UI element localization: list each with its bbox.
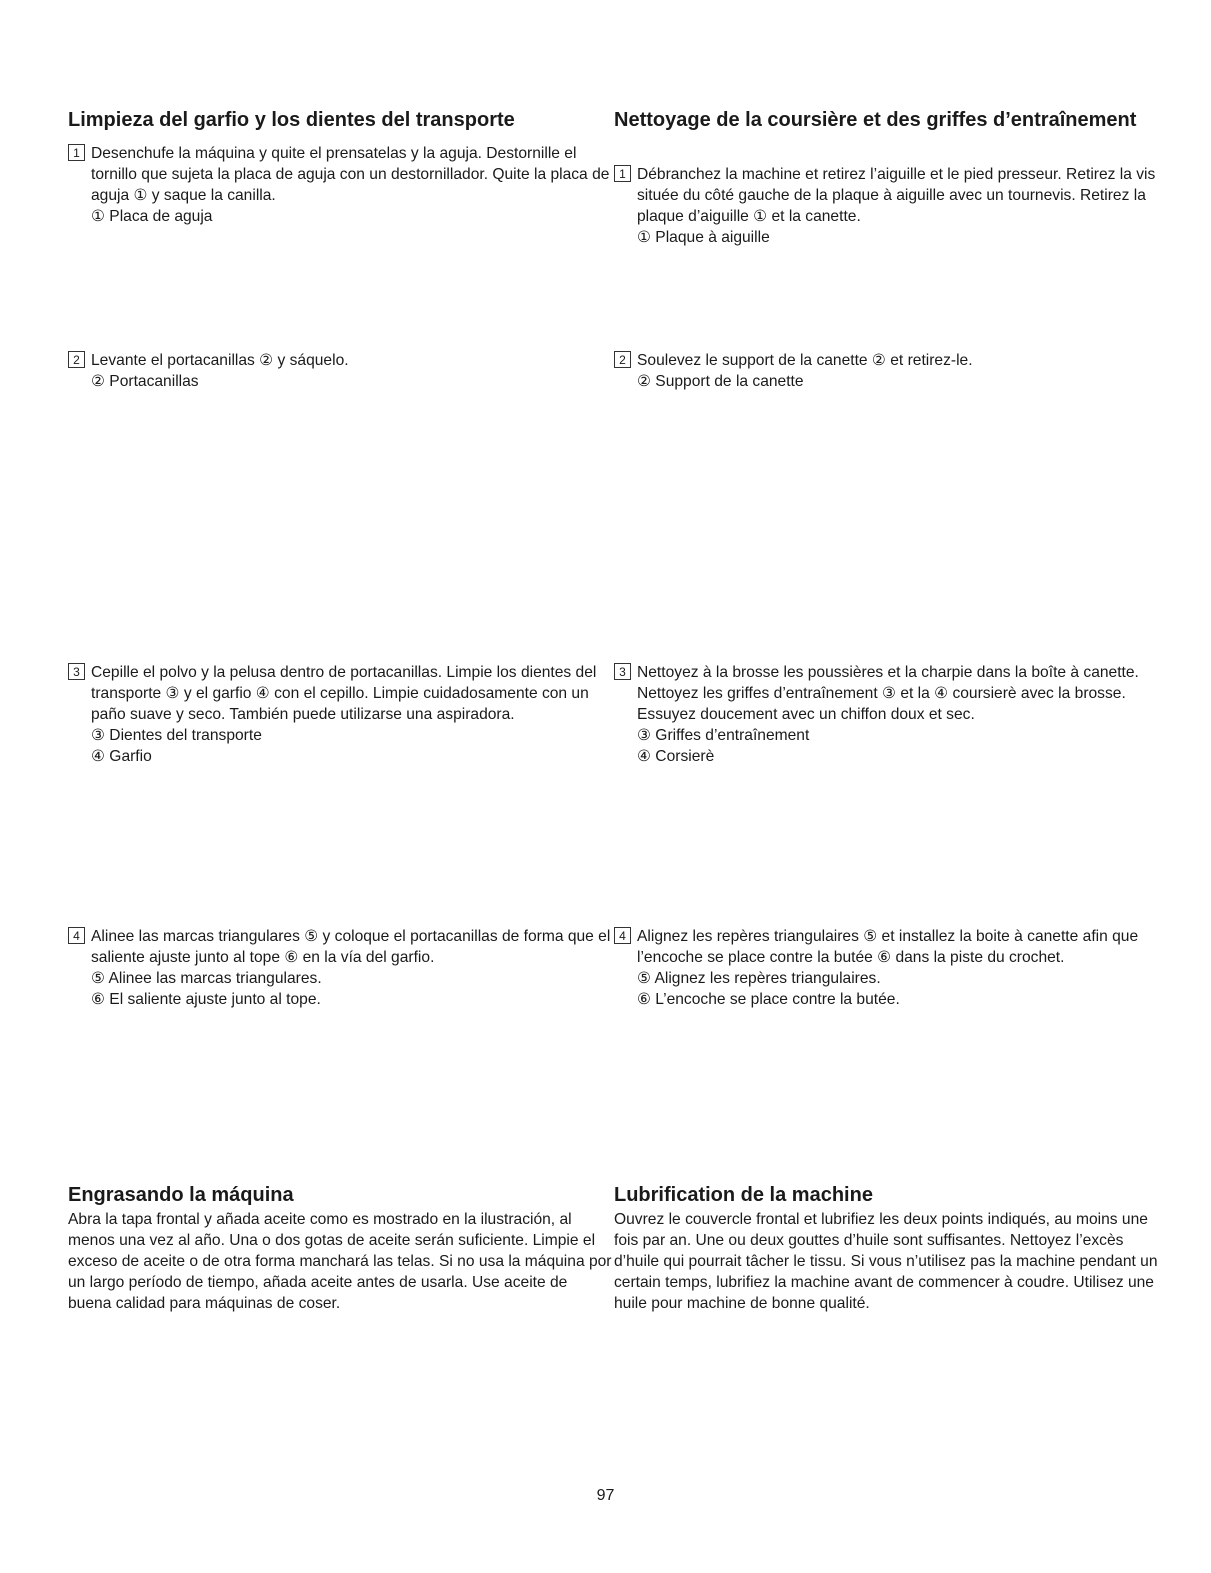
step-text: Alinee las marcas triangulares ⑤ y coloque el portacanillas de forma que el saliente ajuste junto al tope ⑥ en la vía del garfio. [91,928,611,966]
step-number-box: 3 [614,663,631,680]
legend-item: ③ Dientes del transporte [91,727,262,744]
legend-item: ② Portacanillas [91,373,199,390]
cleaning-heading-es: Limpieza del garfio y los dientes del transporte [68,109,515,131]
step-text: Desenchufe la máquina y quite el prensatelas y la aguja. Destornille el tornillo que sujeta la placa de aguja con un destornillador. Quite la placa de aguja ① y saque la canilla. [91,145,610,204]
legend-item: ① Plaque à aiguille [637,229,770,246]
step-text: Alignez les repères triangulaires ⑤ et installez la boite à canette afin que l’encoche se place contre la butée ⑥ dans la piste du crochet. [637,928,1139,966]
step-number-box: 4 [614,927,631,944]
oiling-heading-es: Engrasando la máquina [68,1184,294,1206]
oiling-heading-fr: Lubrification de la machine [614,1184,873,1206]
step-3-fr [614,662,1159,767]
page-number: 97 [596,1487,615,1504]
step-2-fr [614,350,1159,392]
cleaning-heading-fr: Nettoyage de la coursière et des griffes d’entraînement [614,109,1137,131]
step-text: Soulevez le support de la canette ② et retirez-le. [637,352,973,369]
legend-item: ⑥ El saliente ajuste junto al tope. [91,991,321,1008]
step-4-fr [614,926,1159,1010]
step-2-es [68,350,613,392]
step-text: Cepille el polvo y la pelusa dentro de portacanillas. Limpie los dientes del transporte ③ y el garfio ④ con el cepillo. Limpie cuidadosamente con un paño suave y seco. También puede utilizarse una aspiradora. [91,664,597,723]
legend-item: ① Placa de aguja [91,208,213,225]
step-text: Levante el portacanillas ② y sáquelo. [91,352,349,369]
step-1-fr [614,164,1159,248]
step-4-es [68,926,613,1010]
step-1-es [68,143,613,227]
legend-item: ⑥ L’encoche se place contre la butée. [637,991,900,1008]
legend-item: ⑤ Alignez les repères triangulaires. [637,970,881,987]
step-number-box: 3 [68,663,85,680]
legend-item: ⑤ Alinee las marcas triangulares. [91,970,322,987]
step-number-box: 2 [614,351,631,368]
legend-item: ④ Corsierè [637,748,715,765]
oiling-text-fr: Ouvrez le couvercle frontal et lubrifiez les deux points indiqués, au moins une fois par an. Une ou deux gouttes d’huile sont suffisantes. Nettoyez l’excès d’huile qui pourrait tâcher le tissu. Si vous n’utilisez pas la machine pendant un certain temps, lubrifiez la machine avant de commencer à coudre. Utilisez une huile pour machine de bonne qualité. [614,1211,1158,1312]
legend-item: ③ Griffes d’entraînement [637,727,810,744]
step-number-box: 2 [68,351,85,368]
step-number-box: 1 [614,165,631,182]
legend-item: ② Support de la canette [637,373,804,390]
legend-item: ④ Garfio [91,748,152,765]
step-number-box: 4 [68,927,85,944]
oiling-text-es: Abra la tapa frontal y añada aceite como es mostrado en la ilustración, al menos una vez al año. Una o dos gotas de aceite serán suficiente. Limpie el exceso de aceite o de otra forma manchará las telas. Si no usa la máquina por un largo período de tiempo, añada aceite antes de usarla. Use aceite de buena calidad para máquinas de coser. [68,1211,612,1312]
step-3-es [68,662,613,767]
step-text: Débranchez la machine et retirez l’aiguille et le pied presseur. Retirez la vis située du côté gauche de la plaque à aiguille avec un tournevis. Retirez la plaque d’aiguille ① et la canette. [637,166,1156,225]
step-number-box: 1 [68,144,85,161]
step-text: Nettoyez à la brosse les poussières et la charpie dans la boîte à canette. Nettoyez les griffes d’entraînement ③ et la ④ coursierè avec la brosse. Essuyez doucement avec un chiffon doux et sec. [637,664,1139,723]
